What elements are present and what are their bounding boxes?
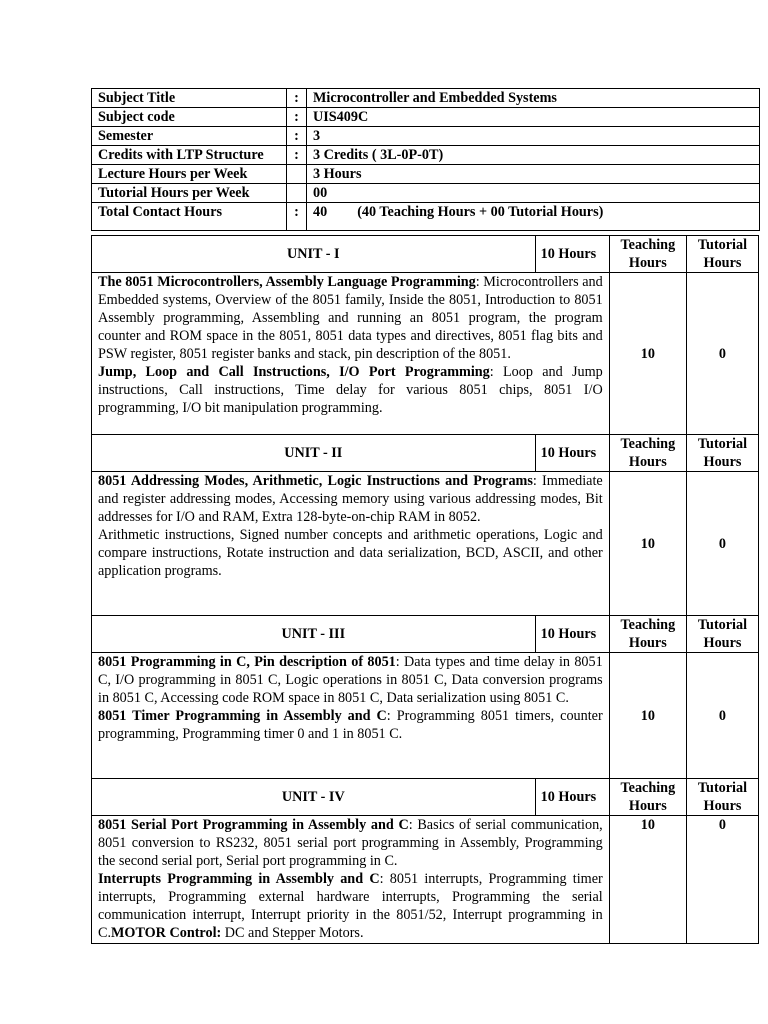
info-value: Microcontroller and Embedded Systems bbox=[307, 89, 760, 108]
info-label: Total Contact Hours bbox=[92, 203, 287, 231]
info-value: 3 Hours bbox=[307, 165, 760, 184]
unit-1-header bbox=[92, 236, 759, 273]
unit-paragraph bbox=[98, 653, 603, 707]
info-separator bbox=[287, 184, 307, 203]
topic-text: : Microcontrollers and Embedded systems, Overview of the 8051 family, Inside the 8051, Introduction to 8051 Assembly programming, Assembling and running an 8051 program, the program counter and ROM space in the 8051, 8051 data types and directives, 8051 flag bits and PSW register, 8051 register banks and stack, pin description of the 8051. bbox=[98, 274, 603, 362]
tutorial-hours-header: Tutorial Hours bbox=[686, 435, 758, 472]
info-value: UIS409C bbox=[307, 108, 760, 127]
info-row-total-hours bbox=[92, 203, 760, 231]
info-label: Tutorial Hours per Week bbox=[92, 184, 287, 203]
topic-text: DC and Stepper Motors. bbox=[221, 925, 364, 941]
unit-1-content-row bbox=[92, 273, 759, 435]
total-hours-breakdown: (40 Teaching Hours + 00 Tutorial Hours) bbox=[357, 204, 604, 220]
unit-paragraph bbox=[98, 816, 603, 870]
topic-text: : Loop and Jump instructions, Call instructions, Time delay for various 8051 chips, 8051 I/O programming, I/O bit manipulation programming. bbox=[98, 364, 603, 416]
unit-paragraph bbox=[98, 363, 603, 417]
info-row-credits bbox=[92, 146, 760, 165]
teaching-hours-header: Teaching Hours bbox=[609, 616, 686, 653]
teaching-hours-value: 10 bbox=[609, 653, 686, 779]
info-separator: : bbox=[287, 89, 307, 108]
topic-heading: MOTOR Control: bbox=[111, 925, 222, 941]
teaching-hours-header: Teaching Hours bbox=[609, 236, 686, 273]
total-hours-value: 40 bbox=[313, 204, 328, 220]
topic-heading: Jump, Loop and Call Instructions, I/O Port Programming bbox=[98, 364, 490, 380]
teaching-hours-value: 10 bbox=[609, 273, 686, 435]
info-value: 00 bbox=[307, 184, 760, 203]
unit-hours: 10 Hours bbox=[535, 236, 609, 273]
units-table bbox=[91, 235, 759, 944]
info-label: Subject Title bbox=[92, 89, 287, 108]
info-separator: : bbox=[287, 127, 307, 146]
info-separator bbox=[287, 165, 307, 184]
topic-heading: 8051 Serial Port Programming in Assembly and C bbox=[98, 817, 409, 833]
unit-paragraph bbox=[98, 870, 603, 942]
info-label: Subject code bbox=[92, 108, 287, 127]
unit-title: UNIT - IV bbox=[92, 779, 536, 816]
info-separator: : bbox=[287, 203, 307, 231]
info-row-subject-code bbox=[92, 108, 760, 127]
tutorial-hours-header: Tutorial Hours bbox=[686, 236, 758, 273]
subject-info-table bbox=[91, 88, 760, 231]
info-value: 3 bbox=[307, 127, 760, 146]
info-row-semester bbox=[92, 127, 760, 146]
topic-text: : Immediate and register addressing modes, Accessing memory using various addressing modes, Bit addresses for I/O and RAM, Extra 128-byte-on-chip RAM in 8052. bbox=[98, 473, 603, 525]
unit-content bbox=[92, 273, 610, 435]
tutorial-hours-value: 0 bbox=[686, 273, 758, 435]
tutorial-hours-value: 0 bbox=[686, 816, 758, 944]
unit-paragraph: Arithmetic instructions, Signed number concepts and arithmetic operations, Logic and compare instructions, Rotate instruction and data serialization, BCD, ASCII, and other application programs. bbox=[98, 527, 603, 579]
topic-text: : Programming 8051 timers, counter programming, Programming timer 0 and 1 in 8051 C. bbox=[98, 708, 603, 742]
tutorial-hours-header: Tutorial Hours bbox=[686, 779, 758, 816]
unit-hours: 10 Hours bbox=[535, 435, 609, 472]
info-row-subject-title bbox=[92, 89, 760, 108]
unit-2-content-row bbox=[92, 472, 759, 616]
topic-heading: Interrupts Programming in Assembly and C bbox=[98, 871, 380, 887]
unit-content bbox=[92, 653, 610, 779]
unit-content bbox=[92, 816, 610, 944]
teaching-hours-value: 10 bbox=[609, 472, 686, 616]
unit-title: UNIT - I bbox=[92, 236, 536, 273]
unit-title: UNIT - II bbox=[92, 435, 536, 472]
topic-heading: 8051 Addressing Modes, Arithmetic, Logic Instructions and Programs bbox=[98, 473, 533, 489]
info-label: Lecture Hours per Week bbox=[92, 165, 287, 184]
topic-heading: 8051 Programming in C, Pin description of 8051 bbox=[98, 654, 396, 670]
unit-content bbox=[92, 472, 610, 616]
unit-4-header bbox=[92, 779, 759, 816]
tutorial-hours-value: 0 bbox=[686, 653, 758, 779]
info-value bbox=[307, 203, 760, 231]
unit-3-header bbox=[92, 616, 759, 653]
topic-text: : Data types and time delay in 8051 C, I/O programming in 8051 C, Logic operations in 8051 C, Data conversion programs in 8051 C, Accessing code ROM space in 8051 C, Data serialization using 8051 C. bbox=[98, 654, 603, 706]
topic-text: : 8051 interrupts, Programming timer interrupts, Programming external hardware interrupts, Programming the serial communication interrupt, Interrupt priority in the 8051/52, Interrupt programming in C. bbox=[98, 871, 603, 941]
info-label: Credits with LTP Structure bbox=[92, 146, 287, 165]
teaching-hours-value: 10 bbox=[609, 816, 686, 944]
unit-hours: 10 Hours bbox=[535, 779, 609, 816]
unit-paragraph bbox=[98, 273, 603, 363]
unit-paragraph bbox=[98, 707, 603, 743]
unit-2-header bbox=[92, 435, 759, 472]
teaching-hours-header: Teaching Hours bbox=[609, 435, 686, 472]
unit-4-content-row bbox=[92, 816, 759, 944]
unit-paragraph bbox=[98, 472, 603, 526]
topic-heading: 8051 Timer Programming in Assembly and C bbox=[98, 708, 387, 724]
info-value: 3 Credits ( 3L-0P-0T) bbox=[307, 146, 760, 165]
topic-text: : Basics of serial communication, 8051 conversion to RS232, 8051 serial port programming in Assembly, Programming the second serial port, Serial port programming in C. bbox=[98, 817, 603, 869]
tutorial-hours-value: 0 bbox=[686, 472, 758, 616]
info-separator: : bbox=[287, 146, 307, 165]
unit-3-content-row bbox=[92, 653, 759, 779]
topic-heading: The 8051 Microcontrollers, Assembly Language Programming bbox=[98, 274, 476, 290]
unit-hours: 10 Hours bbox=[535, 616, 609, 653]
info-row-lecture-hours bbox=[92, 165, 760, 184]
info-label: Semester bbox=[92, 127, 287, 146]
info-separator: : bbox=[287, 108, 307, 127]
teaching-hours-header: Teaching Hours bbox=[609, 779, 686, 816]
unit-title: UNIT - III bbox=[92, 616, 536, 653]
tutorial-hours-header: Tutorial Hours bbox=[686, 616, 758, 653]
info-row-tutorial-hours bbox=[92, 184, 760, 203]
